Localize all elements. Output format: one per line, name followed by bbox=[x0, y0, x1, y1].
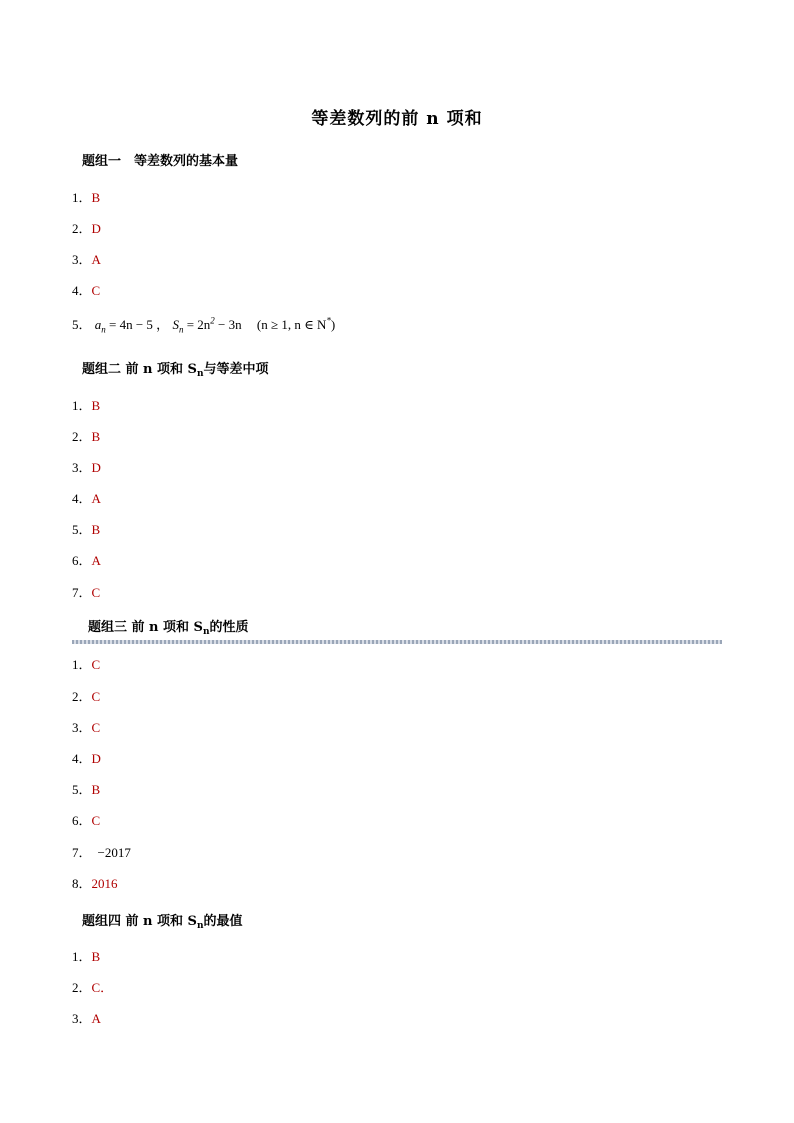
answer-item bbox=[72, 550, 101, 569]
answer-item bbox=[72, 457, 101, 476]
item-answer: C bbox=[91, 585, 101, 600]
item-answer: B bbox=[91, 190, 101, 205]
item-answer: C bbox=[91, 283, 101, 298]
answer-item bbox=[72, 488, 101, 507]
item-answer: C bbox=[91, 657, 101, 672]
item-number: 4． bbox=[72, 751, 92, 766]
answer-item bbox=[72, 686, 100, 705]
item-answer: B bbox=[91, 522, 101, 537]
item-number: 2． bbox=[72, 429, 92, 444]
section-heading-1: 题组一 等差数列的基本量 bbox=[82, 154, 239, 169]
item-answer: B bbox=[91, 782, 101, 797]
item-answer: 2016 bbox=[91, 876, 118, 891]
answer-item bbox=[72, 187, 100, 206]
answer-item bbox=[72, 582, 100, 601]
item-answer: C bbox=[91, 813, 101, 828]
item-answer: C． bbox=[91, 980, 114, 995]
formula-sn: $S_n = 2n^2 - 3n$ bbox=[172, 315, 242, 335]
item-answer: C bbox=[91, 720, 101, 735]
item-number: 5． bbox=[72, 317, 92, 332]
answer-item bbox=[72, 249, 101, 268]
item-answer: A bbox=[91, 252, 101, 267]
section-divider bbox=[72, 640, 722, 644]
answer-item bbox=[72, 654, 100, 673]
item-answer: −2017 bbox=[97, 845, 131, 860]
item-number: 1． bbox=[72, 949, 92, 964]
item-number: 7． bbox=[72, 585, 92, 600]
item-answer: D bbox=[91, 751, 101, 766]
answer-item bbox=[72, 779, 100, 798]
item-answer: A bbox=[91, 491, 101, 506]
page-title: 等差数列的前 n 项和 bbox=[311, 109, 483, 129]
item-number: 2． bbox=[72, 689, 92, 704]
item-number: 6． bbox=[72, 813, 92, 828]
item-answer: D bbox=[91, 460, 101, 475]
item-answer: B bbox=[91, 949, 101, 964]
answer-item bbox=[72, 218, 101, 237]
formula-condition: (n ≥ 1, n ∈ N*) bbox=[256, 315, 336, 332]
item-number: 4． bbox=[72, 491, 92, 506]
item-answer: B bbox=[91, 429, 101, 444]
item-number: 1． bbox=[72, 657, 92, 672]
answer-item bbox=[72, 717, 100, 736]
item-answer: C bbox=[91, 689, 101, 704]
answer-item bbox=[72, 748, 101, 767]
answer-item bbox=[72, 1008, 101, 1027]
item-answer: A bbox=[91, 553, 101, 568]
item-number: 3． bbox=[72, 720, 92, 735]
item-number: 1． bbox=[72, 190, 92, 205]
answer-item bbox=[72, 426, 100, 445]
item-number: 1． bbox=[72, 398, 92, 413]
answer-item bbox=[72, 280, 100, 299]
formula-an: $a_n = 4n - 5$ ， bbox=[94, 317, 170, 335]
answer-item bbox=[72, 946, 100, 965]
answer-item bbox=[72, 977, 113, 996]
item-answer: B bbox=[91, 398, 101, 413]
item-number: 7． bbox=[72, 845, 92, 860]
section-heading-4: 题组四 前 n 项和 $S_n$的最值 bbox=[82, 914, 243, 931]
item-number: 2． bbox=[72, 221, 92, 236]
answer-item bbox=[72, 810, 100, 829]
item-number: 4． bbox=[72, 283, 92, 298]
answer-item bbox=[72, 842, 131, 861]
section-heading-2: 题组二 前 n 项和 $S_n$与等差中项 bbox=[82, 362, 269, 379]
item-number: 3． bbox=[72, 252, 92, 267]
item-answer: A bbox=[91, 1011, 101, 1026]
item-number: 6． bbox=[72, 553, 92, 568]
item-number: 3． bbox=[72, 460, 92, 475]
answer-item-formula bbox=[72, 314, 335, 335]
answer-item bbox=[72, 873, 118, 892]
item-number: 5． bbox=[72, 522, 92, 537]
item-number: 2． bbox=[72, 980, 92, 995]
item-answer: D bbox=[91, 221, 101, 236]
item-number: 3． bbox=[72, 1011, 92, 1026]
item-number: 8． bbox=[72, 876, 92, 891]
answer-item bbox=[72, 395, 100, 414]
answer-item bbox=[72, 519, 100, 538]
section-heading-3: 题组三 前 n 项和 $S_n$的性质 bbox=[88, 620, 249, 637]
item-number: 5． bbox=[72, 782, 92, 797]
